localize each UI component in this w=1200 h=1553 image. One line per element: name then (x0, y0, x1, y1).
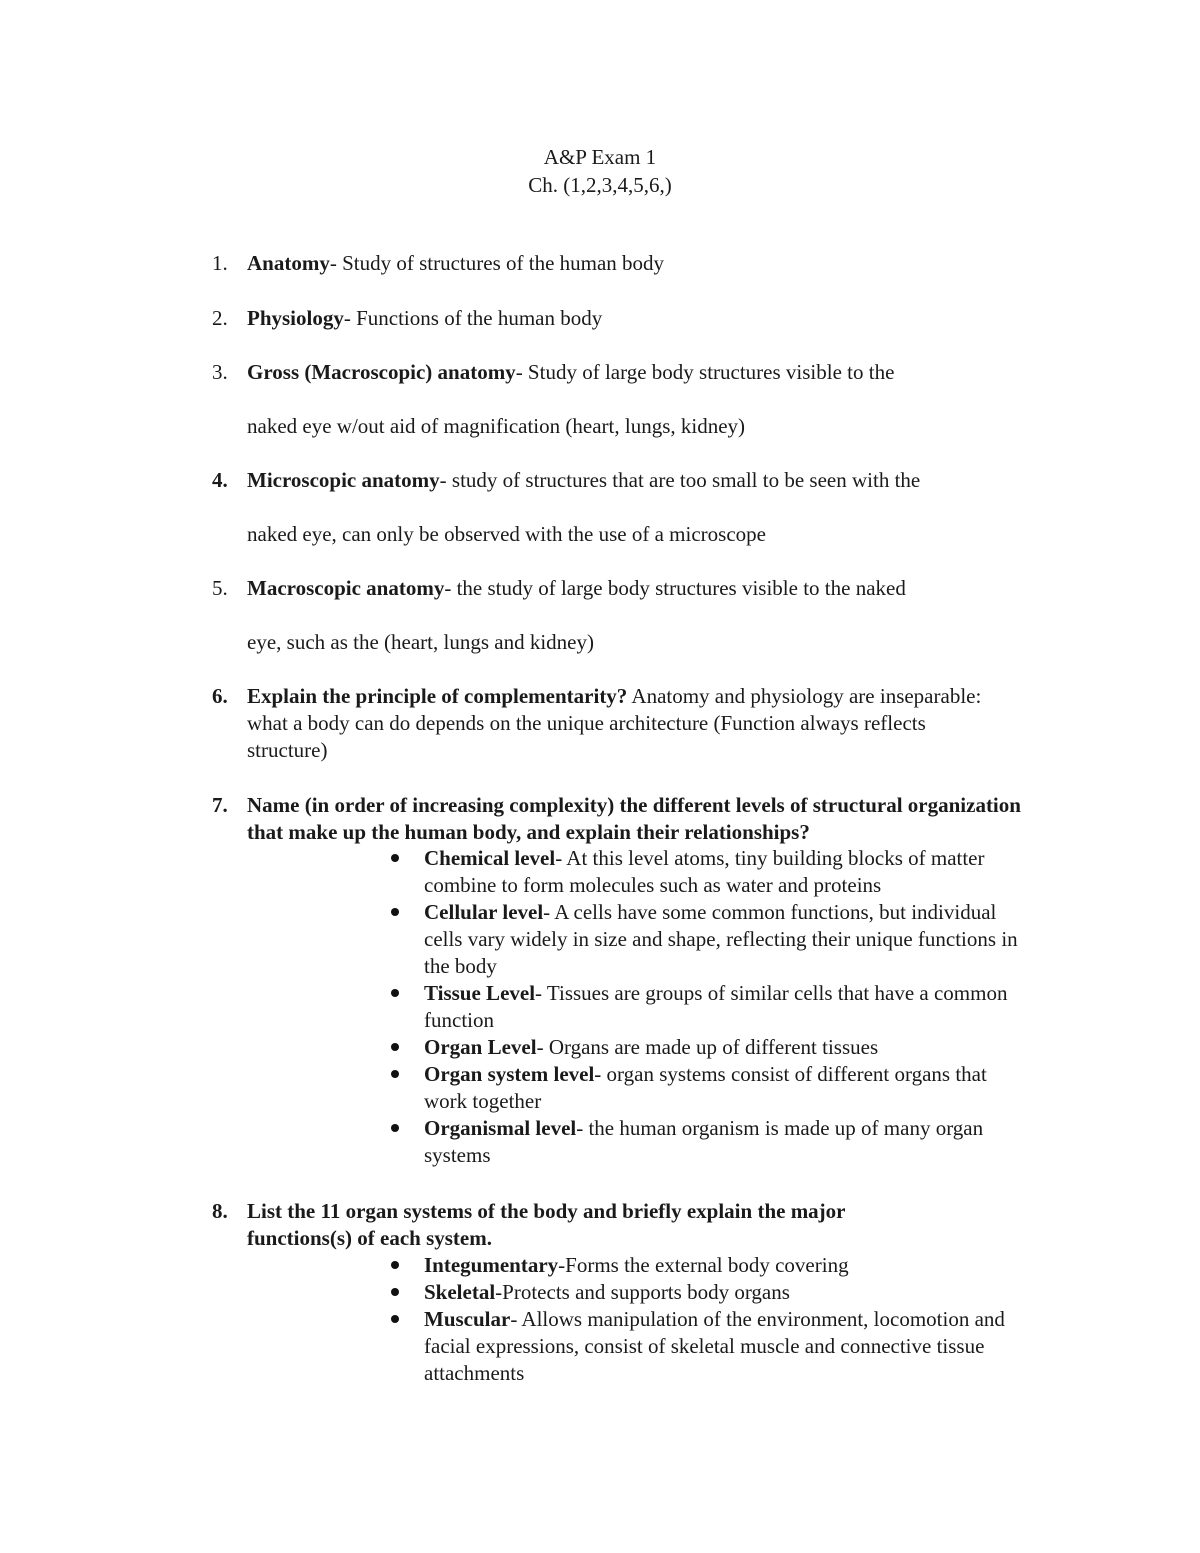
item-question: List the 11 organ systems of the body and briefly explain the major functions(s) of each system. (247, 1199, 846, 1250)
item-text: - the study of large body structures visible to the naked (444, 576, 906, 600)
item-continuation: eye, such as the (heart, lungs and kidney) (247, 630, 594, 654)
title-block (0, 143, 1200, 199)
item-number: 3. (212, 360, 228, 384)
bullet-icon (391, 1261, 399, 1269)
item-term: Anatomy (247, 251, 330, 275)
bullet-icon (391, 1315, 399, 1323)
bullet-term: Organismal level (424, 1116, 577, 1140)
bullet-icon (391, 1124, 399, 1132)
item-number: 6. (212, 684, 228, 708)
bullet-item (389, 1034, 1024, 1061)
bullet-term: Organ Level (424, 1035, 537, 1059)
bullet-term: Cellular level (424, 900, 544, 924)
item-number: 5. (212, 576, 228, 600)
organ-systems-list (389, 1252, 1024, 1387)
bullet-icon (391, 1070, 399, 1078)
item-term: Microscopic anatomy (247, 468, 440, 492)
item-number: 1. (212, 251, 228, 275)
item-answer: Anatomy and physiology are inseparable: what a body can do depends on the unique architecture (Function always reflects structure) (247, 684, 982, 762)
item-text: - Functions of the human body (343, 306, 603, 330)
item-text: - Study of large body structures visible to the (515, 360, 895, 384)
list-item-7 (212, 792, 1032, 846)
bullet-icon (391, 854, 399, 862)
structural-levels-list (389, 845, 1024, 1169)
list-item-4 (212, 467, 1032, 548)
bullet-item (389, 980, 1024, 1034)
bullet-icon (391, 1288, 399, 1296)
item-number: 4. (212, 468, 228, 492)
bullet-item (389, 1279, 1024, 1306)
bullet-text: - the human organism is made up of many organ systems (424, 1116, 984, 1167)
bullet-text: - Organs are made up of different tissues (536, 1035, 879, 1059)
item-term: Gross (Macroscopic) anatomy (247, 360, 516, 384)
item-text: - study of structures that are too small to be seen with the (439, 468, 921, 492)
bullet-text: - Allows manipulation of the environment, locomotion and facial expressions, consist of skeletal muscle and connective tissue attachments (424, 1307, 1005, 1385)
bullet-text: - At this level atoms, tiny building blocks of matter combine to form molecules such as water and proteins (424, 846, 985, 897)
bullet-item (389, 1115, 1024, 1169)
document-subtitle: Ch. (1,2,3,4,5,6,) (528, 173, 672, 197)
bullet-term: Integumentary (424, 1253, 559, 1277)
bullet-item (389, 845, 1024, 899)
bullet-text: -Protects and supports body organs (495, 1280, 790, 1304)
document-title: A&P Exam 1 (543, 145, 657, 169)
bullet-text: -Forms the external body covering (558, 1253, 849, 1277)
list-item-2 (212, 305, 1032, 332)
list-item-8 (212, 1198, 932, 1252)
item-question: Name (in order of increasing complexity) the different levels of structural organization that make up the human body, and explain their relationships? (247, 793, 1021, 844)
item-term: Macroscopic anatomy (247, 576, 445, 600)
bullet-term: Tissue Level (424, 981, 536, 1005)
bullet-icon (391, 1043, 399, 1051)
item-continuation: naked eye, can only be observed with the use of a microscope (247, 522, 766, 546)
list-item-1 (212, 250, 1032, 277)
bullet-icon (391, 989, 399, 997)
bullet-text: - organ systems consist of different organs that work together (424, 1062, 987, 1113)
bullet-item (389, 1061, 1024, 1115)
item-question: Explain the principle of complementarity? (247, 684, 628, 708)
list-item-5 (212, 575, 1032, 656)
item-term: Physiology (247, 306, 344, 330)
list-item-3 (212, 359, 1032, 440)
item-text: - Study of structures of the human body (329, 251, 665, 275)
bullet-term: Muscular (424, 1307, 511, 1331)
bullet-item (389, 899, 1024, 980)
item-number: 8. (212, 1199, 228, 1223)
bullet-text: - A cells have some common functions, but individual cells vary widely in size and shape, reflecting their unique functions in the body (424, 900, 1018, 978)
bullet-item (389, 1252, 1024, 1279)
bullet-term: Chemical level (424, 846, 556, 870)
list-item-6 (212, 683, 1002, 764)
bullet-text: - Tissues are groups of similar cells that have a common function (424, 981, 1008, 1032)
bullet-term: Organ system level (424, 1062, 595, 1086)
item-number: 2. (212, 306, 228, 330)
bullet-icon (391, 908, 399, 916)
item-continuation: naked eye w/out aid of magnification (heart, lungs, kidney) (247, 414, 746, 438)
bullet-term: Skeletal (424, 1280, 496, 1304)
item-number: 7. (212, 793, 228, 817)
bullet-item (389, 1306, 1024, 1387)
